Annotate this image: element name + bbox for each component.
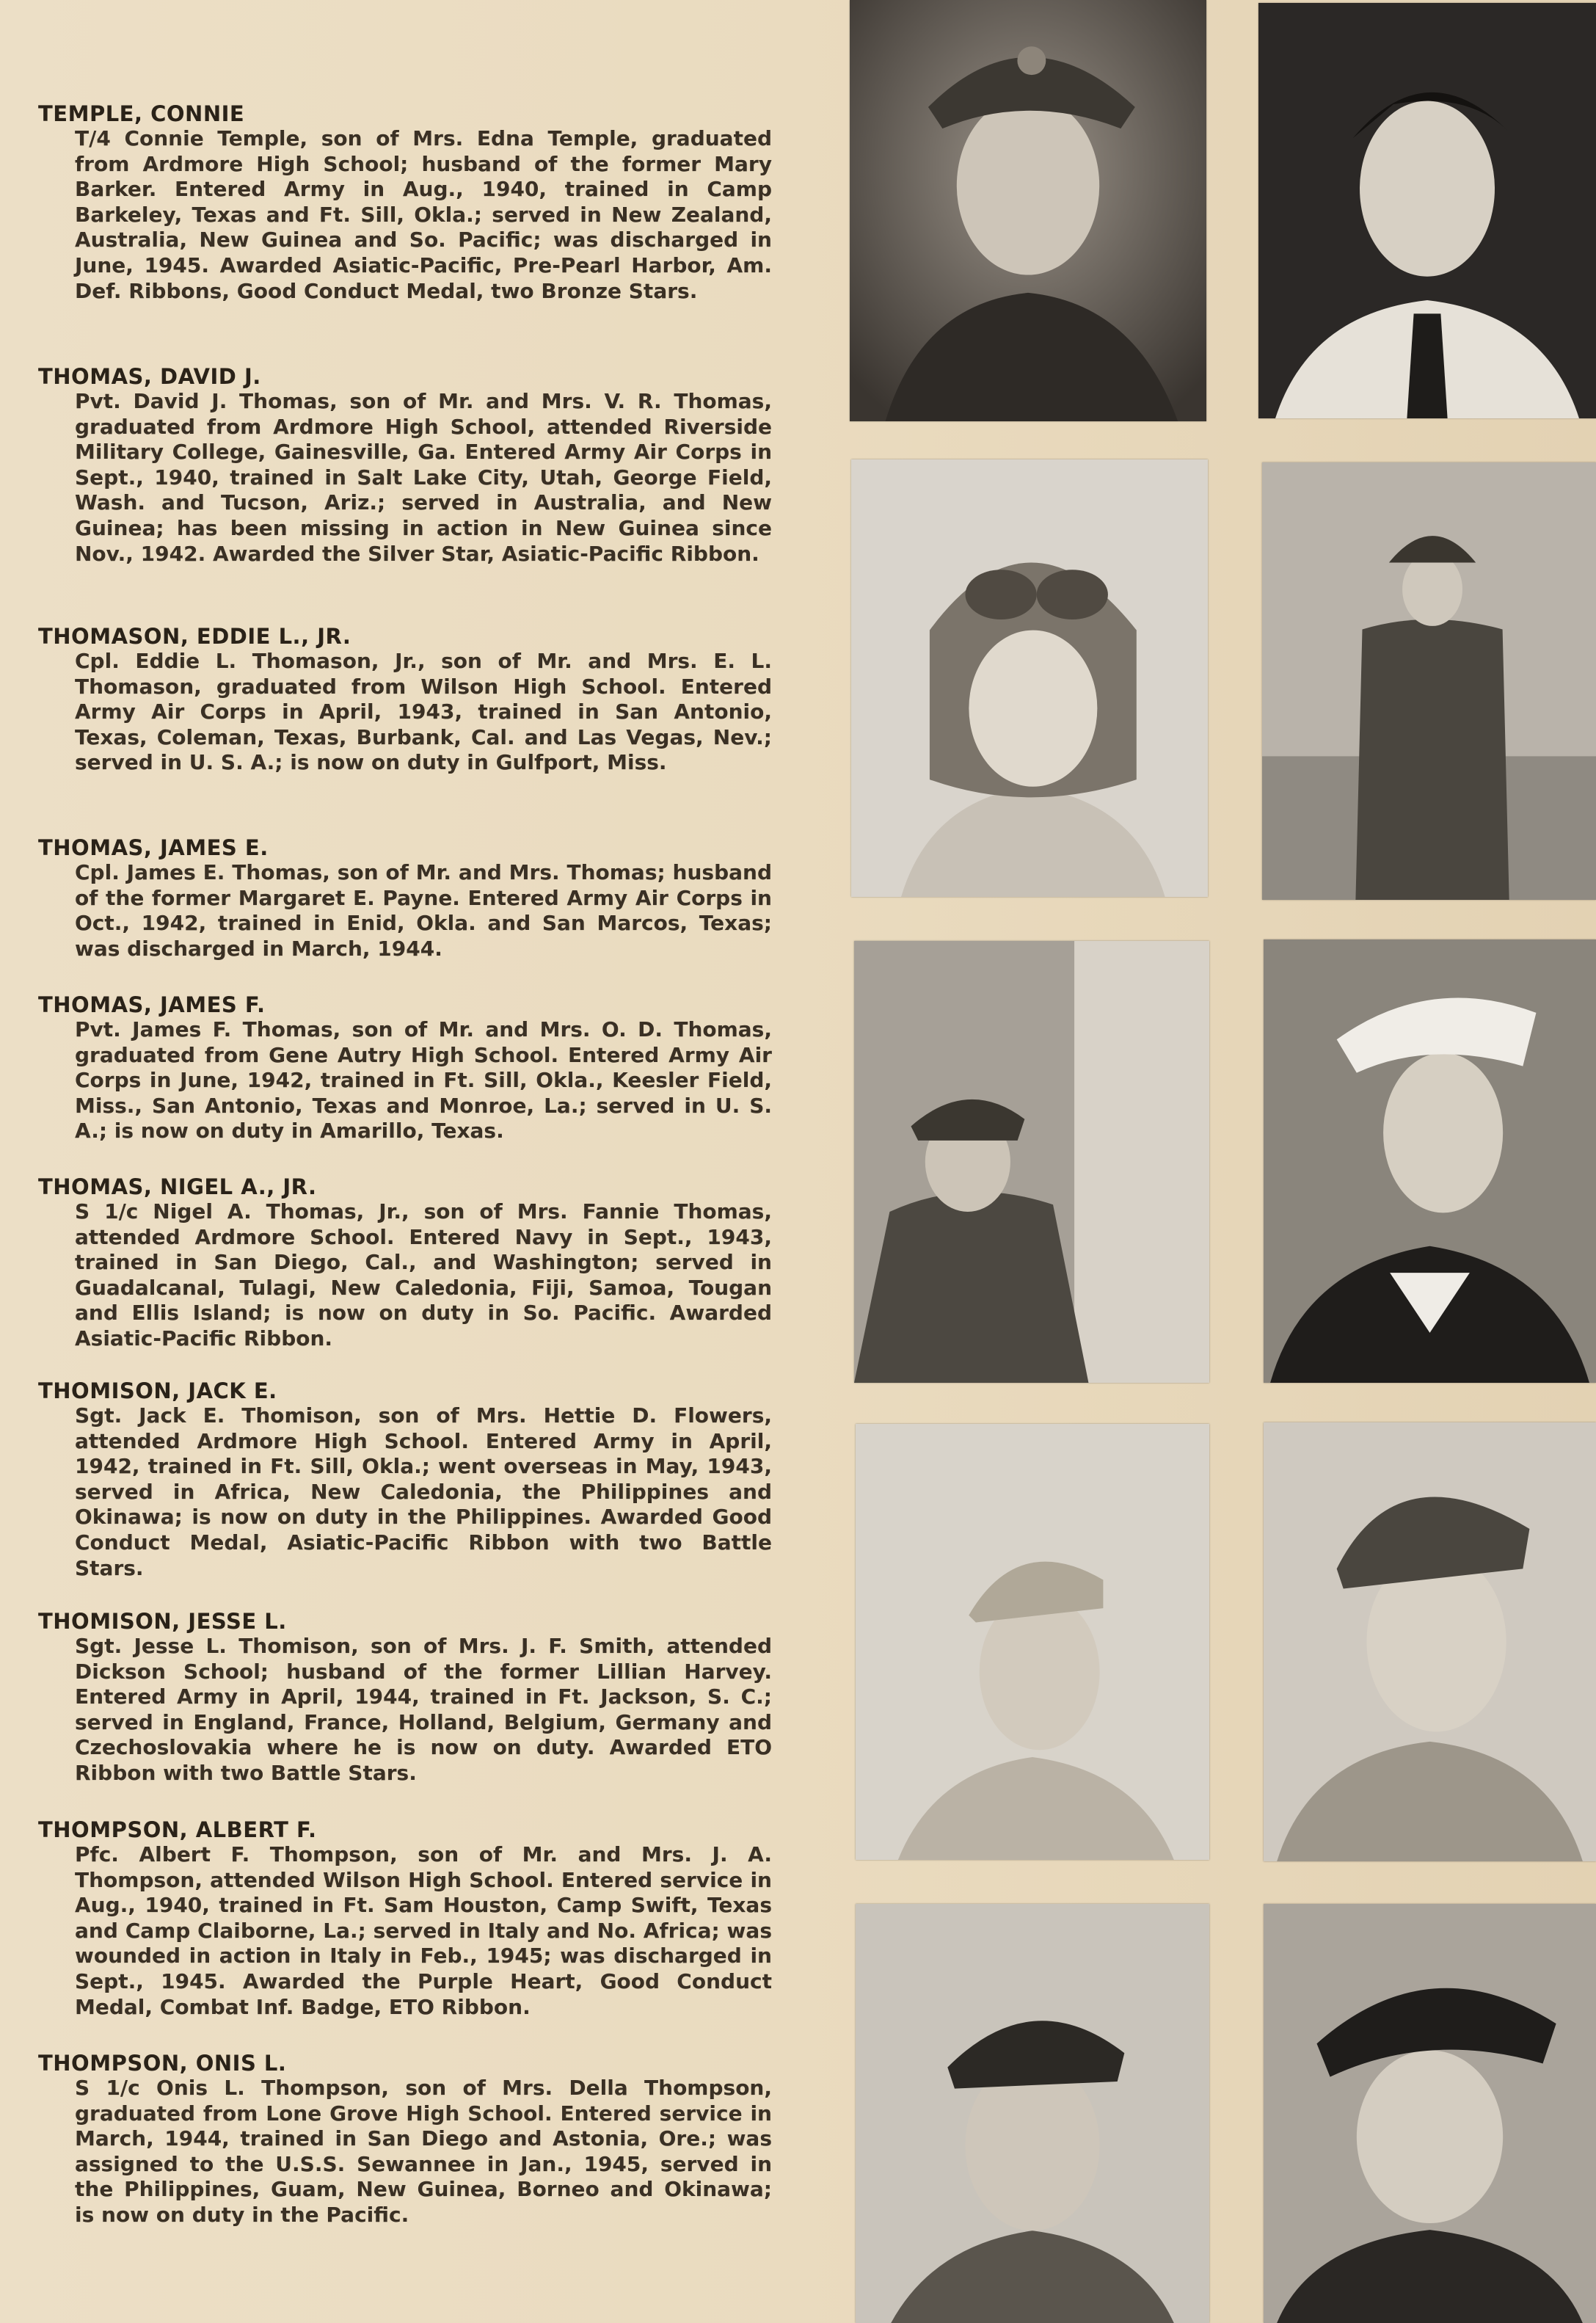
entry-bio: Sgt. Jesse L. Thomison, son of Mrs. J. F. Smith, attended Dickson School; husband of the former Lillian Harvey. Entered Army in April, 1944, trained in Ft. Jackson, S. C.; served in England, France, Holland, Belgium, Germany and Czechoslovakia where he is now on duty. Awarded ETO Ribbon with two Battle Stars.: [75, 1634, 772, 1785]
entry-name: THOMPSON, ONIS L.: [38, 2051, 287, 2076]
portrait-photo-thomas-james-e: [1262, 462, 1596, 900]
entry-name: THOMAS, JAMES F.: [38, 992, 266, 1017]
entry-bio: T/4 Connie Temple, son of Mrs. Edna Temple, graduated from Ardmore High School; husband of the former Mary Barker. Entered Army in Aug., 1940, trained in Camp Barkeley, Texas and Ft. Sill, Okla.; served in New Zealand, Australia, New Guinea and So. Pacific; was discharged in June, 1945. Awarded Asiatic-Pacific, Pre-Pearl Harbor, Am. Def. Ribbons, Good Conduct Medal, two Bronze Stars.: [75, 126, 772, 303]
entry-name: THOMAS, NIGEL A., JR.: [38, 1174, 317, 1199]
entry-thomison-jesse: [38, 1609, 772, 1786]
entry-thomison-jack: [38, 1378, 772, 1581]
portrait-image: [856, 1904, 1209, 2323]
portrait-image: [854, 941, 1209, 1383]
portrait-photo-thompson-albert: [856, 1904, 1209, 2323]
portrait-image: [1264, 1904, 1596, 2323]
entry-thomason-eddie: [38, 624, 772, 776]
entry-thompson-onis: [38, 2051, 772, 2228]
entry-thompson-albert: [38, 1817, 772, 2020]
entry-thomas-david: [38, 364, 772, 567]
entry-bio: Pvt. James F. Thomas, son of Mr. and Mrs. O. D. Thomas, graduated from Gene Autry High School. Entered Army Air Corps in June, 1942, trained in Ft. Sill, Okla., Keesler Field, Miss., San Antonio, Texas and Monroe, La.; served in U. S. A.; is now on duty in Amarillo, Texas.: [75, 1017, 772, 1144]
entry-name: THOMISON, JACK E.: [38, 1378, 277, 1403]
portrait-photo-thomison-jack: [856, 1424, 1209, 1860]
entry-bio: Pfc. Albert F. Thompson, son of Mr. and Mrs. J. A. Thompson, attended Wilson High School. Entered service in Aug., 1940, trained in Ft. Sam Houston, Camp Swift, Texas and Camp Claiborne, La.; served in Italy and No. Africa; was wounded in action in Italy in Feb., 1945; was discharged in Sept., 1945. Awarded the Purple Heart, Good Conduct Medal, Combat Inf. Badge, ETO Ribbon.: [75, 1842, 772, 2019]
portrait-image: [850, 0, 1206, 421]
portrait-photo-thomas-james-f: [854, 941, 1209, 1383]
portrait-image: [851, 459, 1208, 897]
entry-name: THOMPSON, ALBERT F.: [38, 1817, 317, 1842]
portrait-image: [856, 1424, 1209, 1860]
portrait-image: [1262, 462, 1596, 900]
entry-name: THOMASON, EDDIE L., JR.: [38, 624, 351, 649]
portrait-photo-thomason-eddie: [851, 459, 1208, 897]
entry-thomas-james-f: [38, 992, 772, 1144]
portrait-image: [1264, 939, 1596, 1383]
entry-name: THOMISON, JESSE L.: [38, 1609, 287, 1634]
entry-name: THOMAS, JAMES E.: [38, 835, 269, 860]
entry-bio: Cpl. James E. Thomas, son of Mr. and Mrs. Thomas; husband of the former Margaret E. Payne. Entered Army Air Corps in Oct., 1942, trained in Enid, Okla. and San Marcos, Texas; was discharged in March, 1944.: [75, 860, 772, 961]
entry-bio: Pvt. David J. Thomas, son of Mr. and Mrs. V. R. Thomas, graduated from Ardmore High School, attended Riverside Military College, Gainesville, Ga. Entered Army Air Corps in Sept., 1940, trained in Salt Lake City, Utah, George Field, Wash. and Tucson, Ariz.; served in Australia, and New Guinea; has been missing in action in New Guinea since Nov., 1942. Awarded the Silver Star, Asiatic-Pacific Ribbon.: [75, 389, 772, 566]
entry-bio: S 1/c Onis L. Thompson, son of Mrs. Della Thompson, graduated from Lone Grove High School. Entered service in March, 1944, trained in San Diego and Astonia, Ore.; was assigned to the U.S.S. Sewannee in Jan., 1945, served in the Philippines, Guam, New Guinea, Borneo and Okinawa; is now on duty in the Pacific.: [75, 2076, 772, 2227]
entry-bio: Sgt. Jack E. Thomison, son of Mrs. Hettie D. Flowers, attended Ardmore High School. Entered Army in April, 1942, trained in Ft. Sill, Okla.; went overseas in May, 1943, served in Africa, New Caledonia, the Philippines and Okinawa; is now on duty in the Philippines. Awarded Good Conduct Medal, Asiatic-Pacific Ribbon with two Battle Stars.: [75, 1403, 772, 1580]
entry-bio: S 1/c Nigel A. Thomas, Jr., son of Mrs. Fannie Thomas, attended Ardmore School. Entered Navy in Sept., 1943, trained in San Diego, Cal., and Washington; served in Guadalcanal, Tulagi, New Caledonia, Fiji, Samoa, Tougan and Ellis Island; is now on duty in So. Pacific. Awarded Asiatic-Pacific Ribbon.: [75, 1199, 772, 1350]
portrait-image: [1264, 1422, 1596, 1861]
entry-temple-connie: [38, 101, 772, 304]
portrait-photo-thomas-david: [1258, 3, 1596, 418]
portrait-photo-temple: [850, 0, 1206, 421]
entry-name: THOMAS, DAVID J.: [38, 364, 261, 389]
entry-name: TEMPLE, CONNIE: [38, 101, 245, 126]
entry-bio: Cpl. Eddie L. Thomason, Jr., son of Mr. and Mrs. E. L. Thomason, graduated from Wilson High School. Entered Army Air Corps in April, 1943, trained in San Antonio, Texas, Coleman, Texas, Burbank, Cal. and Las Vegas, Nev.; served in U. S. A.; is now on duty in Gulfport, Miss.: [75, 649, 772, 775]
portrait-image: [1258, 3, 1596, 418]
portrait-photo-thompson-onis: [1264, 1904, 1596, 2323]
portrait-photo-thomas-nigel: [1264, 939, 1596, 1383]
portrait-photo-thomison-jesse: [1264, 1422, 1596, 1861]
entry-thomas-james-e: [38, 835, 772, 961]
entry-thomas-nigel: [38, 1174, 772, 1352]
